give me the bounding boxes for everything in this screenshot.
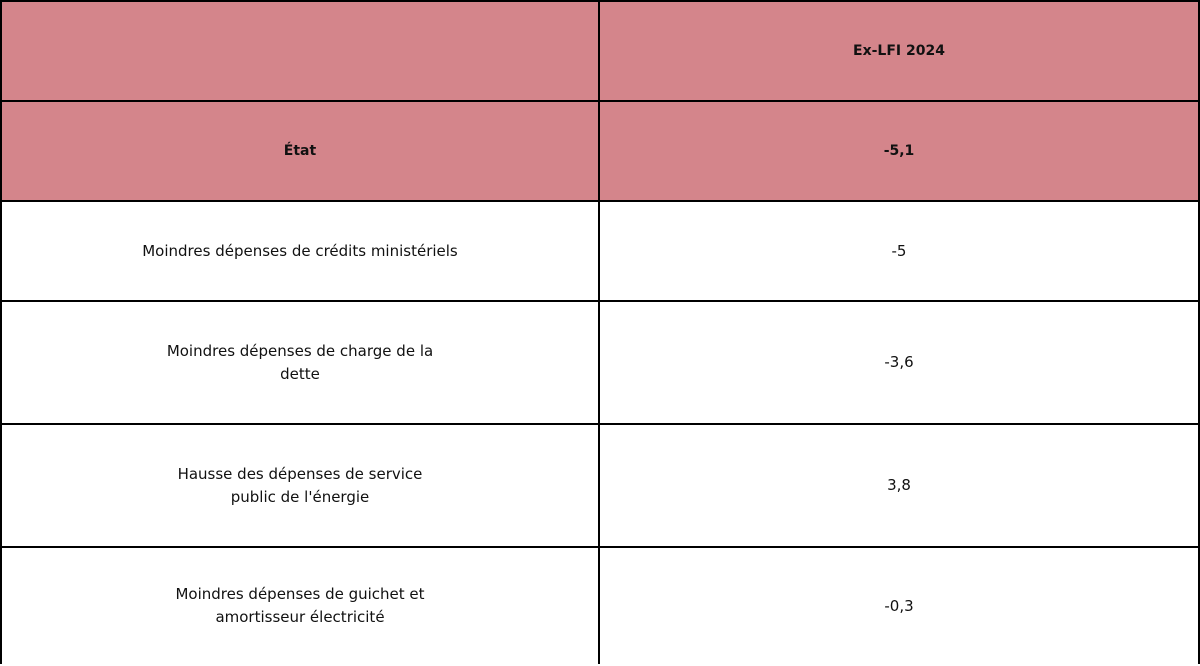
row-value-cell: -3,6 [600, 302, 1200, 423]
row-label-cell [0, 302, 600, 423]
row-label-cell [0, 548, 600, 664]
row-label-cell [0, 202, 600, 300]
row-label-cell [0, 425, 600, 546]
total-value-cell: -5,1 [600, 102, 1200, 200]
table-row [0, 302, 1200, 425]
row-label: Moindres dépenses de crédits ministériels [142, 241, 458, 260]
row-value-cell: -5 [600, 202, 1200, 300]
row-value-cell: 3,8 [600, 425, 1200, 546]
table-row [0, 425, 1200, 548]
row-label: Moindres dépenses de charge de la dette [166, 341, 434, 383]
total-label-cell: État [0, 102, 600, 200]
row-label: Hausse des dépenses de service public de l'énergie [177, 464, 423, 506]
header-label-cell [0, 2, 600, 100]
table-row [0, 548, 1200, 664]
table-header-row [0, 0, 1200, 102]
row-value-cell: -0,3 [600, 548, 1200, 664]
table-row [0, 202, 1200, 302]
header-value-cell: Ex-LFI 2024 [600, 2, 1200, 100]
table-total-row [0, 102, 1200, 202]
row-label: Moindres dépenses de guichet et amortisseur électricité [175, 585, 425, 626]
